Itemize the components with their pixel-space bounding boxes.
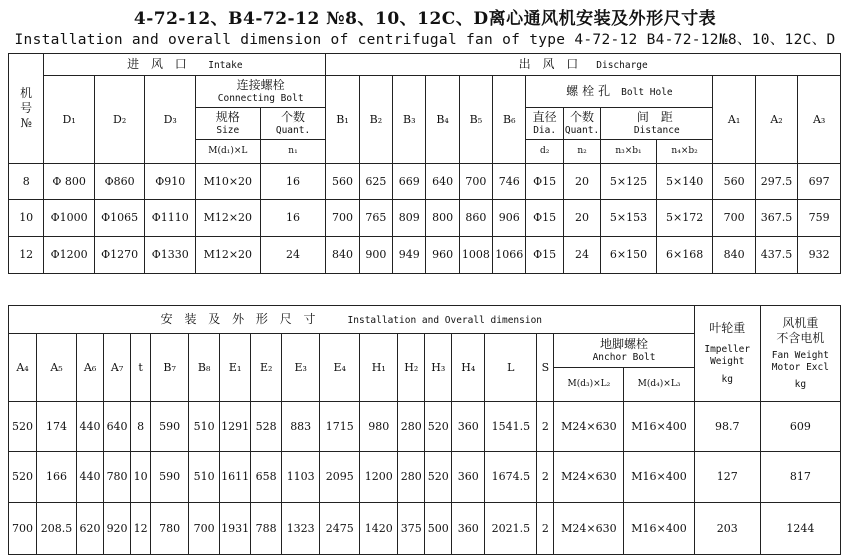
table-row bbox=[9, 237, 841, 274]
inlet-outlet-table bbox=[8, 53, 841, 274]
table-cell: 700 bbox=[9, 503, 37, 555]
table-cell: 1715 bbox=[320, 402, 360, 452]
table-cell: 528 bbox=[251, 402, 282, 452]
table-cell: 360 bbox=[452, 402, 485, 452]
table-cell: 510 bbox=[189, 402, 220, 452]
table-cell: 1200 bbox=[360, 452, 398, 503]
table-cell: 520 bbox=[9, 402, 37, 452]
table-cell: 127 bbox=[694, 452, 760, 503]
table-cell: 10 bbox=[9, 200, 44, 237]
B6-header: B₆ bbox=[493, 76, 526, 164]
table-cell: 520 bbox=[425, 452, 452, 503]
table-cell: 2 bbox=[537, 503, 554, 555]
table-cell: Φ860 bbox=[94, 164, 145, 200]
table-cell: 24 bbox=[563, 237, 600, 274]
table-cell: Φ1110 bbox=[145, 200, 196, 237]
D3-header: D₃ bbox=[145, 76, 196, 164]
A2-header: A₂ bbox=[755, 76, 797, 164]
A3-header: A₃ bbox=[798, 76, 841, 164]
table-cell: 203 bbox=[694, 503, 760, 555]
bolt-hole-header: 螺栓孔 Bolt Hole bbox=[526, 76, 713, 108]
table-cell: 10 bbox=[131, 452, 151, 503]
dia-header: 直径 Dia. bbox=[526, 108, 563, 140]
table-cell: 980 bbox=[360, 402, 398, 452]
A1-header: A₁ bbox=[713, 76, 755, 164]
table-cell: 2021.5 bbox=[485, 503, 537, 555]
table-cell: 375 bbox=[398, 503, 425, 555]
E2-header: E₂ bbox=[251, 334, 282, 402]
table-row bbox=[9, 402, 841, 452]
table-cell: 840 bbox=[713, 237, 755, 274]
B5-header: B₅ bbox=[459, 76, 492, 164]
table-cell: Φ1330 bbox=[145, 237, 196, 274]
table-cell: 1611 bbox=[220, 452, 251, 503]
anchor-bolt-d3-symbol: M(d₃)×L₂ bbox=[554, 368, 624, 402]
E4-header: E₄ bbox=[320, 334, 360, 402]
table-cell: 360 bbox=[452, 503, 485, 555]
table-cell: M12×20 bbox=[195, 200, 260, 237]
table-cell: 697 bbox=[798, 164, 841, 200]
table-cell: Φ1000 bbox=[44, 200, 95, 237]
n3b1-symbol: n₃×b₁ bbox=[601, 140, 657, 164]
table-cell: M24×630 bbox=[554, 452, 624, 503]
table-cell: 809 bbox=[393, 200, 426, 237]
table-cell: 590 bbox=[151, 452, 189, 503]
S-header: S bbox=[537, 334, 554, 402]
table-cell: 12 bbox=[9, 237, 44, 274]
size-header: 规格 Size bbox=[195, 108, 260, 140]
table-cell: 1291 bbox=[220, 402, 251, 452]
table-cell: Φ1065 bbox=[94, 200, 145, 237]
table-cell: 2 bbox=[537, 452, 554, 503]
table-cell: Φ910 bbox=[145, 164, 196, 200]
fan-weight-header: 风机重 不含电机 Fan Weight Motor Excl kg bbox=[760, 306, 840, 402]
table-cell: 625 bbox=[359, 164, 392, 200]
A4-header: A₄ bbox=[9, 334, 37, 402]
table-cell: 20 bbox=[563, 200, 600, 237]
table-cell: Φ 800 bbox=[44, 164, 95, 200]
table-cell: 440 bbox=[77, 452, 104, 503]
H2-header: H₂ bbox=[398, 334, 425, 402]
B8-header: B₈ bbox=[189, 334, 220, 402]
table-cell: 16 bbox=[260, 200, 326, 237]
table-cell: 1066 bbox=[493, 237, 526, 274]
H4-header: H₄ bbox=[452, 334, 485, 402]
table-row bbox=[9, 503, 841, 555]
intake-header: 进 风 口 Intake bbox=[44, 54, 326, 76]
anchor-bolt-header: 地脚螺栓 Anchor Bolt bbox=[554, 334, 694, 368]
table-cell: 8 bbox=[131, 402, 151, 452]
table-cell: 700 bbox=[189, 503, 220, 555]
table-cell: 8 bbox=[9, 164, 44, 200]
table-cell: 1541.5 bbox=[485, 402, 537, 452]
table-cell: 560 bbox=[713, 164, 755, 200]
table-cell: 780 bbox=[104, 452, 131, 503]
table-cell: 932 bbox=[798, 237, 841, 274]
table-cell: 6×150 bbox=[601, 237, 657, 274]
table-cell: 560 bbox=[326, 164, 359, 200]
table-cell: 5×172 bbox=[656, 200, 713, 237]
anchor-bolt-d4-symbol: M(d₄)×L₃ bbox=[624, 368, 694, 402]
table-cell: M16×400 bbox=[624, 503, 694, 555]
table-cell: 1674.5 bbox=[485, 452, 537, 503]
B7-header: B₇ bbox=[151, 334, 189, 402]
table-cell: 520 bbox=[9, 452, 37, 503]
table-cell: 510 bbox=[189, 452, 220, 503]
table-cell: 16 bbox=[260, 164, 326, 200]
table-cell: Φ15 bbox=[526, 237, 563, 274]
quant2-header: 个数 Quant. bbox=[563, 108, 600, 140]
table-cell: 765 bbox=[359, 200, 392, 237]
H3-header: H₃ bbox=[425, 334, 452, 402]
table-cell: 906 bbox=[493, 200, 526, 237]
size-formula: M(d₁)×L bbox=[195, 140, 260, 164]
D1-header: D₁ bbox=[44, 76, 95, 164]
table-cell: 700 bbox=[326, 200, 359, 237]
table-cell: 640 bbox=[104, 402, 131, 452]
table-cell: 437.5 bbox=[755, 237, 797, 274]
B4-header: B₄ bbox=[426, 76, 459, 164]
table-cell: 174 bbox=[37, 402, 77, 452]
discharge-header: 出 风 口 Discharge bbox=[326, 54, 841, 76]
table-cell: 440 bbox=[77, 402, 104, 452]
table-cell: 280 bbox=[398, 402, 425, 452]
table-cell: 20 bbox=[563, 164, 600, 200]
table-cell: 949 bbox=[393, 237, 426, 274]
table-cell: 669 bbox=[393, 164, 426, 200]
t-header: t bbox=[131, 334, 151, 402]
table-cell: 960 bbox=[426, 237, 459, 274]
table-cell: 883 bbox=[282, 402, 320, 452]
table-cell: 297.5 bbox=[755, 164, 797, 200]
n1-symbol: n₁ bbox=[260, 140, 326, 164]
E3-header: E₃ bbox=[282, 334, 320, 402]
installation-dimension-table bbox=[8, 305, 841, 555]
table-cell: 1244 bbox=[760, 503, 840, 555]
table-cell: Φ1270 bbox=[94, 237, 145, 274]
table-cell: 1008 bbox=[459, 237, 492, 274]
table-cell: 700 bbox=[713, 200, 755, 237]
B1-header: B₁ bbox=[326, 76, 359, 164]
table-cell: 24 bbox=[260, 237, 326, 274]
machine-no-header: 机 号 № bbox=[9, 54, 44, 164]
table-cell: 609 bbox=[760, 402, 840, 452]
d2-symbol: d₂ bbox=[526, 140, 563, 164]
n2-symbol: n₂ bbox=[563, 140, 600, 164]
table-cell: 1323 bbox=[282, 503, 320, 555]
table-cell: 620 bbox=[77, 503, 104, 555]
connecting-bolt-header: 连接螺栓 Connecting Bolt bbox=[195, 76, 325, 108]
table-cell: 360 bbox=[452, 452, 485, 503]
installation-header: 安 装 及 外 形 尺 寸 Installation and Overall dimension bbox=[9, 306, 695, 334]
table-cell: 920 bbox=[104, 503, 131, 555]
table-cell: 780 bbox=[151, 503, 189, 555]
table-cell: 2095 bbox=[320, 452, 360, 503]
table-cell: 817 bbox=[760, 452, 840, 503]
table-cell: 500 bbox=[425, 503, 452, 555]
table-cell: 900 bbox=[359, 237, 392, 274]
D2-header: D₂ bbox=[94, 76, 145, 164]
table-cell: M12×20 bbox=[195, 237, 260, 274]
table-cell: 1931 bbox=[220, 503, 251, 555]
table-cell: 700 bbox=[459, 164, 492, 200]
table-cell: 2 bbox=[537, 402, 554, 452]
table-cell: M16×400 bbox=[624, 452, 694, 503]
n4b2-symbol: n₄×b₂ bbox=[656, 140, 713, 164]
table-cell: M10×20 bbox=[195, 164, 260, 200]
table-cell: 12 bbox=[131, 503, 151, 555]
table-cell: 759 bbox=[798, 200, 841, 237]
impeller-weight-header: 叶轮重 Impeller Weight kg bbox=[694, 306, 760, 402]
table-cell: M16×400 bbox=[624, 402, 694, 452]
L-header: L bbox=[485, 334, 537, 402]
table-cell: 1420 bbox=[360, 503, 398, 555]
table-cell: 590 bbox=[151, 402, 189, 452]
B2-header: B₂ bbox=[359, 76, 392, 164]
distance-header: 间 距 Distance bbox=[601, 108, 713, 140]
table-cell: 280 bbox=[398, 452, 425, 503]
table-cell: 166 bbox=[37, 452, 77, 503]
table-cell: 6×168 bbox=[656, 237, 713, 274]
table-cell: Φ15 bbox=[526, 200, 563, 237]
table-cell: 5×125 bbox=[601, 164, 657, 200]
table-cell: 208.5 bbox=[37, 503, 77, 555]
title-en: Installation and overall dimension of centrifugal fan of type 4-72-12 B4-72-12№8、10、12C、D bbox=[14, 32, 836, 48]
table-cell: 2475 bbox=[320, 503, 360, 555]
table-cell: 860 bbox=[459, 200, 492, 237]
table-cell: 367.5 bbox=[755, 200, 797, 237]
table-cell: 1103 bbox=[282, 452, 320, 503]
table-cell: 658 bbox=[251, 452, 282, 503]
table-cell: 520 bbox=[425, 402, 452, 452]
table-cell: 788 bbox=[251, 503, 282, 555]
quant-header: 个数 Quant. bbox=[260, 108, 326, 140]
table-cell: Φ1200 bbox=[44, 237, 95, 274]
E1-header: E₁ bbox=[220, 334, 251, 402]
table-row bbox=[9, 200, 841, 237]
table-cell: 640 bbox=[426, 164, 459, 200]
table-cell: Φ15 bbox=[526, 164, 563, 200]
table-cell: M24×630 bbox=[554, 402, 624, 452]
B3-header: B₃ bbox=[393, 76, 426, 164]
table-cell: 98.7 bbox=[694, 402, 760, 452]
table-cell: 5×140 bbox=[656, 164, 713, 200]
table-cell: 800 bbox=[426, 200, 459, 237]
table-cell: 746 bbox=[493, 164, 526, 200]
A6-header: A₆ bbox=[77, 334, 104, 402]
A5-header: A₅ bbox=[37, 334, 77, 402]
table-cell: 840 bbox=[326, 237, 359, 274]
table-row bbox=[9, 164, 841, 200]
table-row bbox=[9, 452, 841, 503]
title-cn: 4-72-12、B4-72-12 №8、10、12C、D离心通风机安装及外形尺寸表 bbox=[133, 9, 717, 29]
A7-header: A₇ bbox=[104, 334, 131, 402]
H1-header: H₁ bbox=[360, 334, 398, 402]
table-cell: 5×153 bbox=[601, 200, 657, 237]
table-cell: M24×630 bbox=[554, 503, 624, 555]
